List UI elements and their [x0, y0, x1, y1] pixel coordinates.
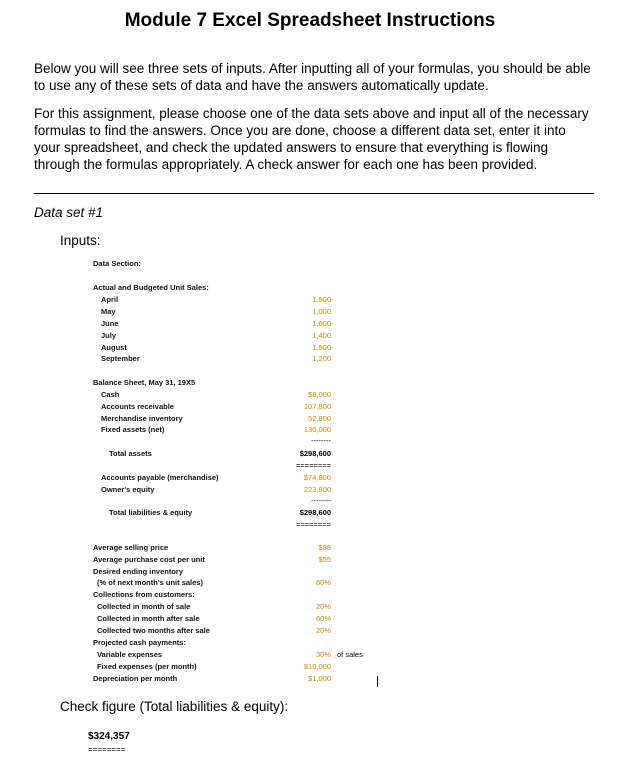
collection-value: 20% — [315, 602, 331, 611]
single-rule: -------- — [311, 436, 331, 445]
sales-label: August — [101, 343, 127, 352]
collection-value: 20% — [315, 626, 331, 635]
variable-expenses-suffix: of sales — [337, 650, 363, 659]
check-figure-rule: ======== — [88, 745, 126, 754]
liability-value: 223,800 — [303, 485, 331, 494]
text-cursor — [377, 676, 378, 687]
avg-cost-value: $55 — [318, 555, 331, 564]
total-assets-label: Total assets — [109, 449, 152, 458]
avg-cost-label: Average purchase cost per unit — [93, 555, 205, 564]
sales-label: May — [101, 307, 116, 316]
depreciation-value: $1,000 — [308, 674, 331, 683]
dataset-label: Data set #1 — [34, 205, 104, 220]
page-title: Module 7 Excel Spreadsheet Instructions — [124, 10, 496, 31]
total-assets-value: $298,600 — [299, 449, 331, 458]
desired-inventory-label: Desired ending inventory — [93, 567, 184, 576]
double-rule: ======== — [295, 461, 331, 470]
inputs-label: Inputs: — [60, 233, 101, 248]
sales-value: 1,500 — [312, 295, 331, 304]
intro-paragraph: Below you will see three sets of inputs. After inputting all of your formulas, you should be able to use any of these sets of data and have the answers automatically update. — [34, 61, 591, 93]
total-liabilities-equity-value: $298,600 — [299, 508, 331, 517]
variable-expenses-value: 30% — [315, 650, 331, 659]
check-figure-label: Check figure (Total liabilities & equity): — [60, 699, 289, 714]
avg-price-value: $98 — [318, 543, 331, 552]
desired-inventory-sub: (% of next month's unit sales) — [97, 578, 203, 587]
sales-label: July — [101, 331, 117, 340]
fixed-expenses-label: Fixed expenses (per month) — [97, 662, 197, 671]
sales-label: September — [101, 354, 140, 363]
asset-value: 52,800 — [308, 414, 331, 423]
sales-value: 1,600 — [312, 319, 331, 328]
fixed-expenses-value: $10,000 — [303, 662, 331, 671]
projected-payments-label: Projected cash payments: — [93, 638, 186, 647]
desired-inventory-value: 60% — [315, 578, 331, 587]
single-rule: -------- — [311, 496, 331, 505]
collection-label: Collected in month after sale — [97, 614, 200, 623]
liability-value: $74,800 — [303, 473, 331, 482]
liability-label: Owner's equity — [101, 485, 155, 494]
sales-value: 1,500 — [312, 343, 331, 352]
sales-label: April — [101, 295, 119, 304]
avg-price-label: Average selling price — [93, 543, 169, 552]
balance-sheet-header: Balance Sheet, May 31, 19X5 — [93, 378, 196, 387]
depreciation-label: Depreciation per month — [93, 674, 178, 683]
asset-value: $8,000 — [308, 390, 331, 399]
asset-value: 107,800 — [303, 402, 331, 411]
check-figure-value: $324,357 — [88, 731, 130, 742]
sales-header: Actual and Budgeted Unit Sales: — [93, 283, 209, 292]
sales-label: June — [101, 319, 119, 328]
asset-label: Cash — [101, 390, 120, 399]
total-liabilities-equity-label: Total liabilities & equity — [109, 508, 193, 517]
instructions-paragraph: For this assignment, please choose one of the data sets above and input all of the necessary formulas to find the answers. Once you are done, choose a different data set, enter it into your spreadsheet, and check the updated answers to ensure that everything is flowing through the formulas appropriately. A check answer for each one has been provided. — [34, 106, 589, 172]
liability-label: Accounts payable (merchandise) — [101, 473, 219, 482]
collections-label: Collections from customers: — [93, 590, 195, 599]
double-rule: ======== — [295, 520, 331, 529]
sales-value: 1,000 — [312, 307, 331, 316]
collection-label: Collected in month of sale — [97, 602, 191, 611]
asset-label: Accounts receivable — [101, 402, 174, 411]
collection-label: Collected two months after sale — [97, 626, 210, 635]
collection-value: 60% — [315, 614, 331, 623]
data-section-label: Data Section: — [93, 259, 141, 268]
asset-value: 130,000 — [303, 425, 331, 434]
asset-label: Merchandise inventory — [101, 414, 183, 423]
sales-value: 1,200 — [312, 354, 331, 363]
asset-label: Fixed assets (net) — [101, 425, 165, 434]
variable-expenses-label: Variable expenses — [97, 650, 163, 659]
sales-value: 1,400 — [312, 331, 331, 340]
